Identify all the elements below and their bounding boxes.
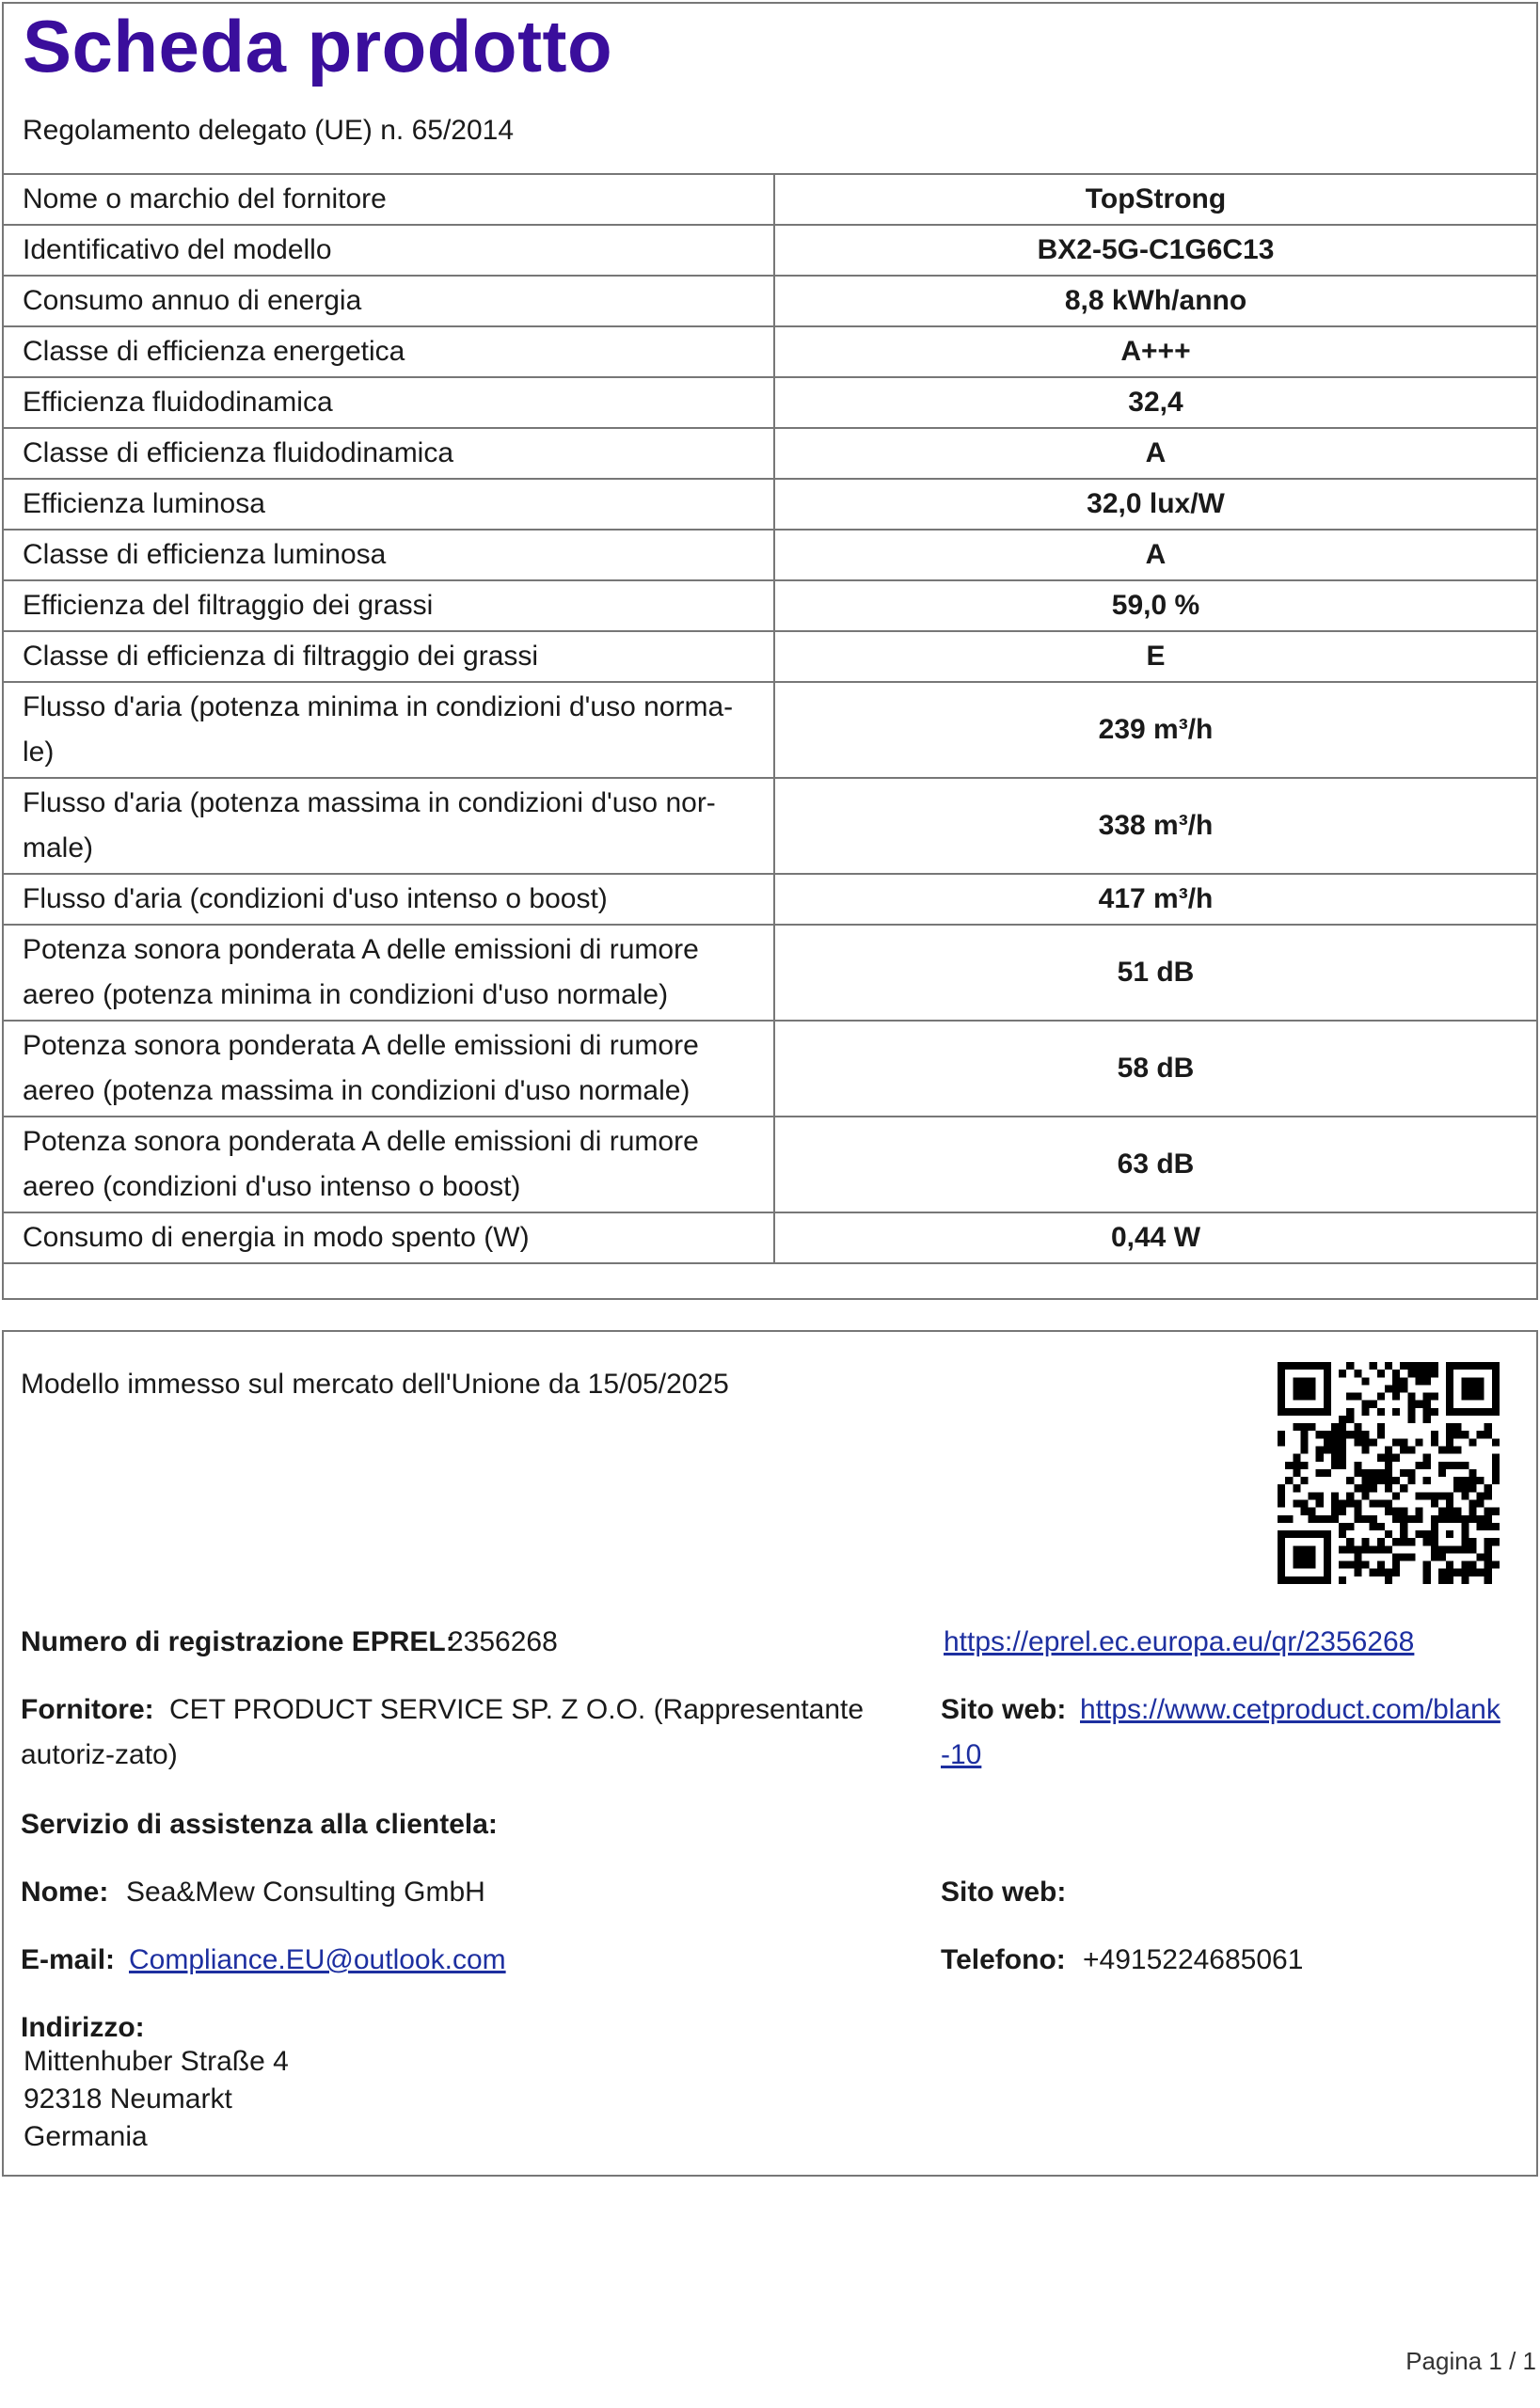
spec-label: Classe di efficienza luminosa bbox=[3, 530, 774, 580]
spec-row bbox=[3, 276, 1537, 326]
supplier-website-label: Sito web: bbox=[941, 1694, 1067, 1725]
spec-value: A bbox=[774, 530, 1537, 580]
spec-value: 51 dB bbox=[774, 925, 1537, 1021]
spec-value: BX2-5G-C1G6C13 bbox=[774, 225, 1537, 276]
spec-row bbox=[3, 479, 1537, 530]
spec-value: 239 m³/h bbox=[774, 682, 1537, 778]
spec-label: Consumo annuo di energia bbox=[3, 276, 774, 326]
spec-value: 0,44 W bbox=[774, 1212, 1537, 1263]
spec-row bbox=[3, 377, 1537, 428]
cs-name: Sea&Mew Consulting GmbH bbox=[126, 1877, 485, 1908]
spec-label: Potenza sonora ponderata A delle emissioni di rumore aereo (potenza minima in condizioni d'uso normale) bbox=[3, 925, 774, 1021]
spec-table bbox=[2, 173, 1538, 1264]
spec-row bbox=[3, 174, 1537, 225]
spec-label: Efficienza del filtraggio dei grassi bbox=[3, 580, 774, 631]
spec-value: 8,8 kWh/anno bbox=[774, 276, 1537, 326]
spec-label: Nome o marchio del fornitore bbox=[3, 174, 774, 225]
spec-label: Efficienza fluidodinamica bbox=[3, 377, 774, 428]
spec-label: Flusso d'aria (potenza minima in condizioni d'uso norma-le) bbox=[3, 682, 774, 778]
spec-row bbox=[3, 580, 1537, 631]
spec-value: 32,4 bbox=[774, 377, 1537, 428]
spec-row bbox=[3, 1021, 1537, 1117]
spec-label: Potenza sonora ponderata A delle emissioni di rumore aereo (potenza massima in condizioni d'uso normale) bbox=[3, 1021, 774, 1117]
spec-value: 63 dB bbox=[774, 1117, 1537, 1212]
spec-row bbox=[3, 874, 1537, 925]
spec-value: A+++ bbox=[774, 326, 1537, 377]
cs-website-label: Sito web: bbox=[941, 1877, 1067, 1908]
spec-row bbox=[3, 530, 1537, 580]
spec-label: Potenza sonora ponderata A delle emissioni di rumore aereo (condizioni d'uso intenso o boost) bbox=[3, 1117, 774, 1212]
supplier-website-link[interactable]: https://www.cetproduct.com/blank-10 bbox=[941, 1694, 1500, 1770]
cs-email-label: E-mail: bbox=[21, 1944, 116, 1975]
spec-label: Identificativo del modello bbox=[3, 225, 774, 276]
spec-row bbox=[3, 1212, 1537, 1263]
spec-label: Flusso d'aria (potenza massima in condizioni d'uso nor-male) bbox=[3, 778, 774, 874]
spec-row bbox=[3, 631, 1537, 682]
page-number: Pagina 1 / 1 bbox=[1405, 2347, 1536, 2375]
supplier-label: Fornitore: bbox=[21, 1694, 154, 1725]
spec-value: 417 m³/h bbox=[774, 874, 1537, 925]
cs-email-link[interactable]: Compliance.EU@outlook.com bbox=[129, 1944, 506, 1975]
spec-row bbox=[3, 428, 1537, 479]
cs-name-label: Nome: bbox=[21, 1877, 109, 1908]
spec-row bbox=[3, 225, 1537, 276]
spec-row bbox=[3, 682, 1537, 778]
spec-label: Consumo di energia in modo spento (W) bbox=[3, 1212, 774, 1263]
regulation-reference: Regolamento delegato (UE) n. 65/2014 bbox=[23, 115, 515, 146]
spec-value: 59,0 % bbox=[774, 580, 1537, 631]
cs-address-line-1: Mittenhuber Straße 4 bbox=[24, 2046, 289, 2077]
eprel-number: 2356268 bbox=[448, 1626, 558, 1657]
spec-label: Classe di efficienza energetica bbox=[3, 326, 774, 377]
qr-code-icon[interactable] bbox=[1278, 1362, 1500, 1584]
spec-label: Classe di efficienza fluidodinamica bbox=[3, 428, 774, 479]
spec-row bbox=[3, 1117, 1537, 1212]
eprel-label: Numero di registrazione EPREL: bbox=[21, 1626, 455, 1657]
spec-row bbox=[3, 326, 1537, 377]
spec-value: 338 m³/h bbox=[774, 778, 1537, 874]
product-sheet-panel bbox=[2, 2, 1538, 1300]
spec-label: Classe di efficienza di filtraggio dei grassi bbox=[3, 631, 774, 682]
spec-row bbox=[3, 778, 1537, 874]
cs-address-line-2: 92318 Neumarkt bbox=[24, 2083, 232, 2115]
page-title: Scheda prodotto bbox=[23, 5, 613, 87]
eprel-link[interactable]: https://eprel.ec.europa.eu/qr/2356268 bbox=[944, 1626, 1415, 1657]
spec-value: 32,0 lux/W bbox=[774, 479, 1537, 530]
cs-phone-label: Telefono: bbox=[941, 1944, 1066, 1975]
supplier-name: CET PRODUCT SERVICE SP. Z O.O. (Rappresentante autoriz-zato) bbox=[21, 1694, 865, 1770]
spec-row bbox=[3, 925, 1537, 1021]
spec-label: Efficienza luminosa bbox=[3, 479, 774, 530]
spec-value: E bbox=[774, 631, 1537, 682]
cs-phone: +4915224685061 bbox=[1083, 1944, 1304, 1975]
spec-value: 58 dB bbox=[774, 1021, 1537, 1117]
spec-value: A bbox=[774, 428, 1537, 479]
market-date: Modello immesso sul mercato dell'Unione da 15/05/2025 bbox=[21, 1369, 729, 1400]
cs-address-line-3: Germania bbox=[24, 2121, 148, 2152]
spec-value: TopStrong bbox=[774, 174, 1537, 225]
customer-service-heading: Servizio di assistenza alla clientela: bbox=[21, 1809, 498, 1840]
spec-label: Flusso d'aria (condizioni d'uso intenso o boost) bbox=[3, 874, 774, 925]
cs-address-label: Indirizzo: bbox=[21, 2012, 145, 2043]
